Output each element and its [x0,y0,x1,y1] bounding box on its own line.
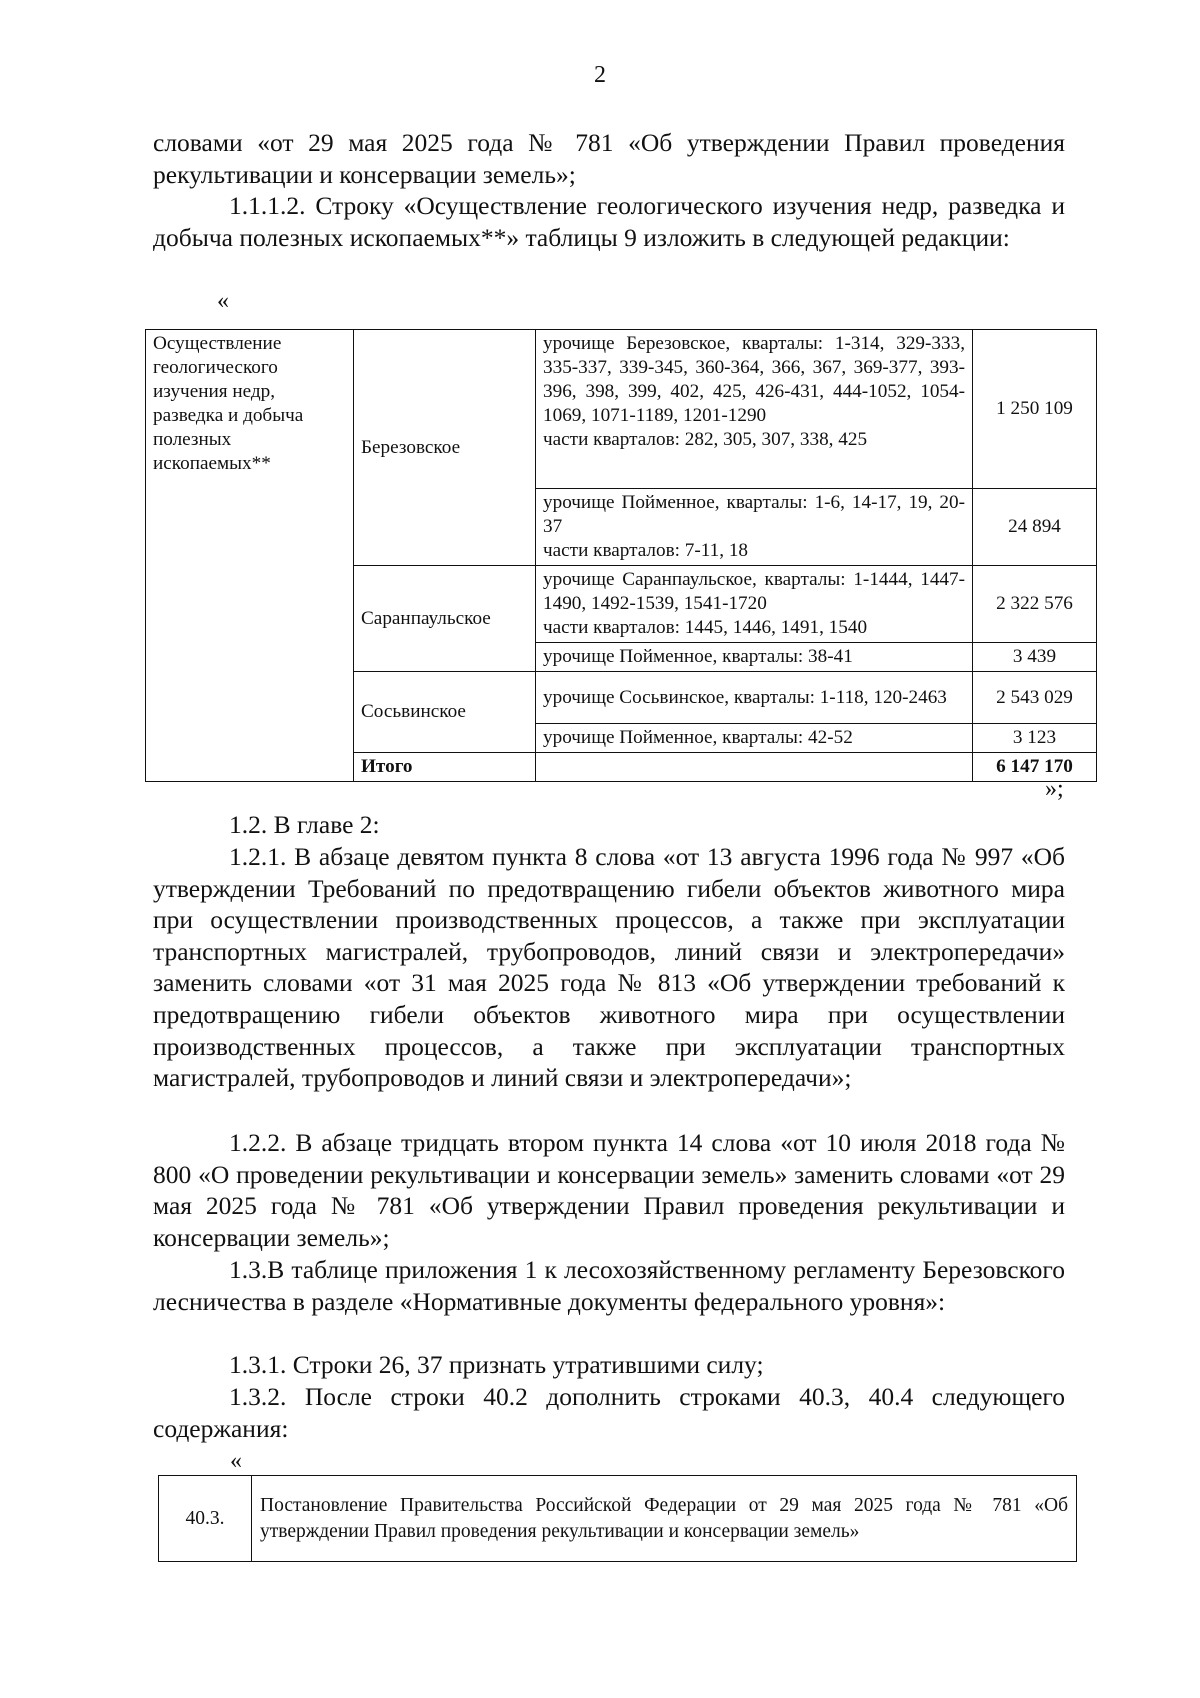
table-row-desc [536,489,973,566]
row-document-text: Постановление Правительства Российской Федерации от 29 мая 2025 года № 781 «Об утверждении Правил проведения рекультивации и консервации земель» [252,1476,1077,1562]
row-description: урочище Пойменное, кварталы: 1-6, 14-17, 19, 20-37 [543,492,965,537]
total-value-cell [973,753,1097,782]
row-area: 3 439 [973,643,1097,672]
paragraph-1-1-1-2: 1.1.1.2. Строку «Осуществление геологического изучения недр, разведка и добыча полезных ископаемых**» таблицы 9 изложить в следующей редакции: [153,191,1065,252]
table-normative-documents [158,1475,1077,1562]
paragraph-1-3-1: 1.3.1. Строки 26, 37 признать утратившими силу; [229,1350,764,1379]
paragraph-1-2-1: 1.2.1. В абзаце девятом пункта 8 слова «от 13 августа 1996 года № 997 «Об утверждении Требований по предотвращению гибели объектов животного мира при осуществлении производственных процессов, а также при эксплуатации транспортных магистралей, трубопроводов, линий связи и электропередачи» заменить словами «от 31 мая 2025 года № 813 «Об утверждении требований к предотвращению гибели объектов животного мира при осуществлении производственных процессов, а также при эксплуатации транспортных магистралей, трубопроводов и линий связи и электропередачи»; [153,842,1065,1093]
row-description: урочище Пойменное, кварталы: 38-41 [536,643,973,672]
row-description: урочище Пойменное, кварталы: 42-52 [536,724,973,753]
row-description: урочище Сосьвинское, кварталы: 1-118, 120-2463 [536,672,973,724]
total-label: Итого [361,756,413,777]
paragraph-1-3-2: 1.3.2. После строки 40.2 дополнить строками 40.3, 40.4 следующего содержания: [153,1382,1065,1443]
total-label-cell [354,753,536,782]
row-description: урочище Березовское, кварталы: 1-314, 329-333, 335-337, 339-345, 360-364, 366, 367, 369-377, 393-396, 398, 399, 402, 425, 426-431, 444-1052, 1054-1069, 1071-1189, 1201-1290 [543,333,965,426]
row-description: урочище Саранпаульское, кварталы: 1-1444, 1447-1490, 1492-1539, 1541-1720 [543,569,965,614]
row-parts: части кварталов: 1445, 1446, 1491, 1540 [543,617,868,638]
table-geological-exploration [145,329,1097,782]
row-area: 2 543 029 [973,672,1097,724]
table-row-desc [536,330,973,489]
paragraph-1-3: 1.3.В таблице приложения 1 к лесохозяйственному регламенту Березовского лесничества в разделе «Нормативные документы федерального уровня»: [153,1255,1065,1316]
forestry-saranpaulskoe: Саранпаульское [354,566,536,672]
row-parts: части кварталов: 282, 305, 307, 338, 425 [543,429,868,450]
row-area: 2 322 576 [973,566,1097,643]
table1-close-quote: »; [1045,776,1064,802]
row-area: 24 894 [973,489,1097,566]
row-area: 3 123 [973,724,1097,753]
activity-cell: Осуществление геологического изучения недр, разведка и добыча полезных ископаемых** [146,330,354,782]
table2-open-quote: « [230,1448,242,1474]
paragraph-1-2: 1.2. В главе 2: [229,810,380,839]
total-empty-cell [536,753,973,782]
paragraph-1-2-2: 1.2.2. В абзаце тридцать втором пункта 14 слова «от 10 июля 2018 года № 800 «О проведении рекультивации и консервации земель» заменить словами «от 29 мая 2025 года № 781 «Об утверждении Правил проведения рекультивации и консервации земель»; [153,1128,1065,1252]
total-value: 6 147 170 [996,756,1073,777]
forestry-sosvinskoe: Сосьвинское [354,672,536,753]
row-number: 40.3. [159,1476,252,1562]
row-parts: части кварталов: 7-11, 18 [543,540,749,561]
top-paragraph: словами «от 29 мая 2025 года № 781 «Об утверждении Правил проведения рекультивации и консервации земель»; [153,128,1065,189]
table-row-desc [536,566,973,643]
forestry-berezovskoe: Березовское [354,330,536,566]
table1-open-quote: « [217,288,229,314]
page-number: 2 [594,62,606,88]
row-area: 1 250 109 [973,330,1097,489]
